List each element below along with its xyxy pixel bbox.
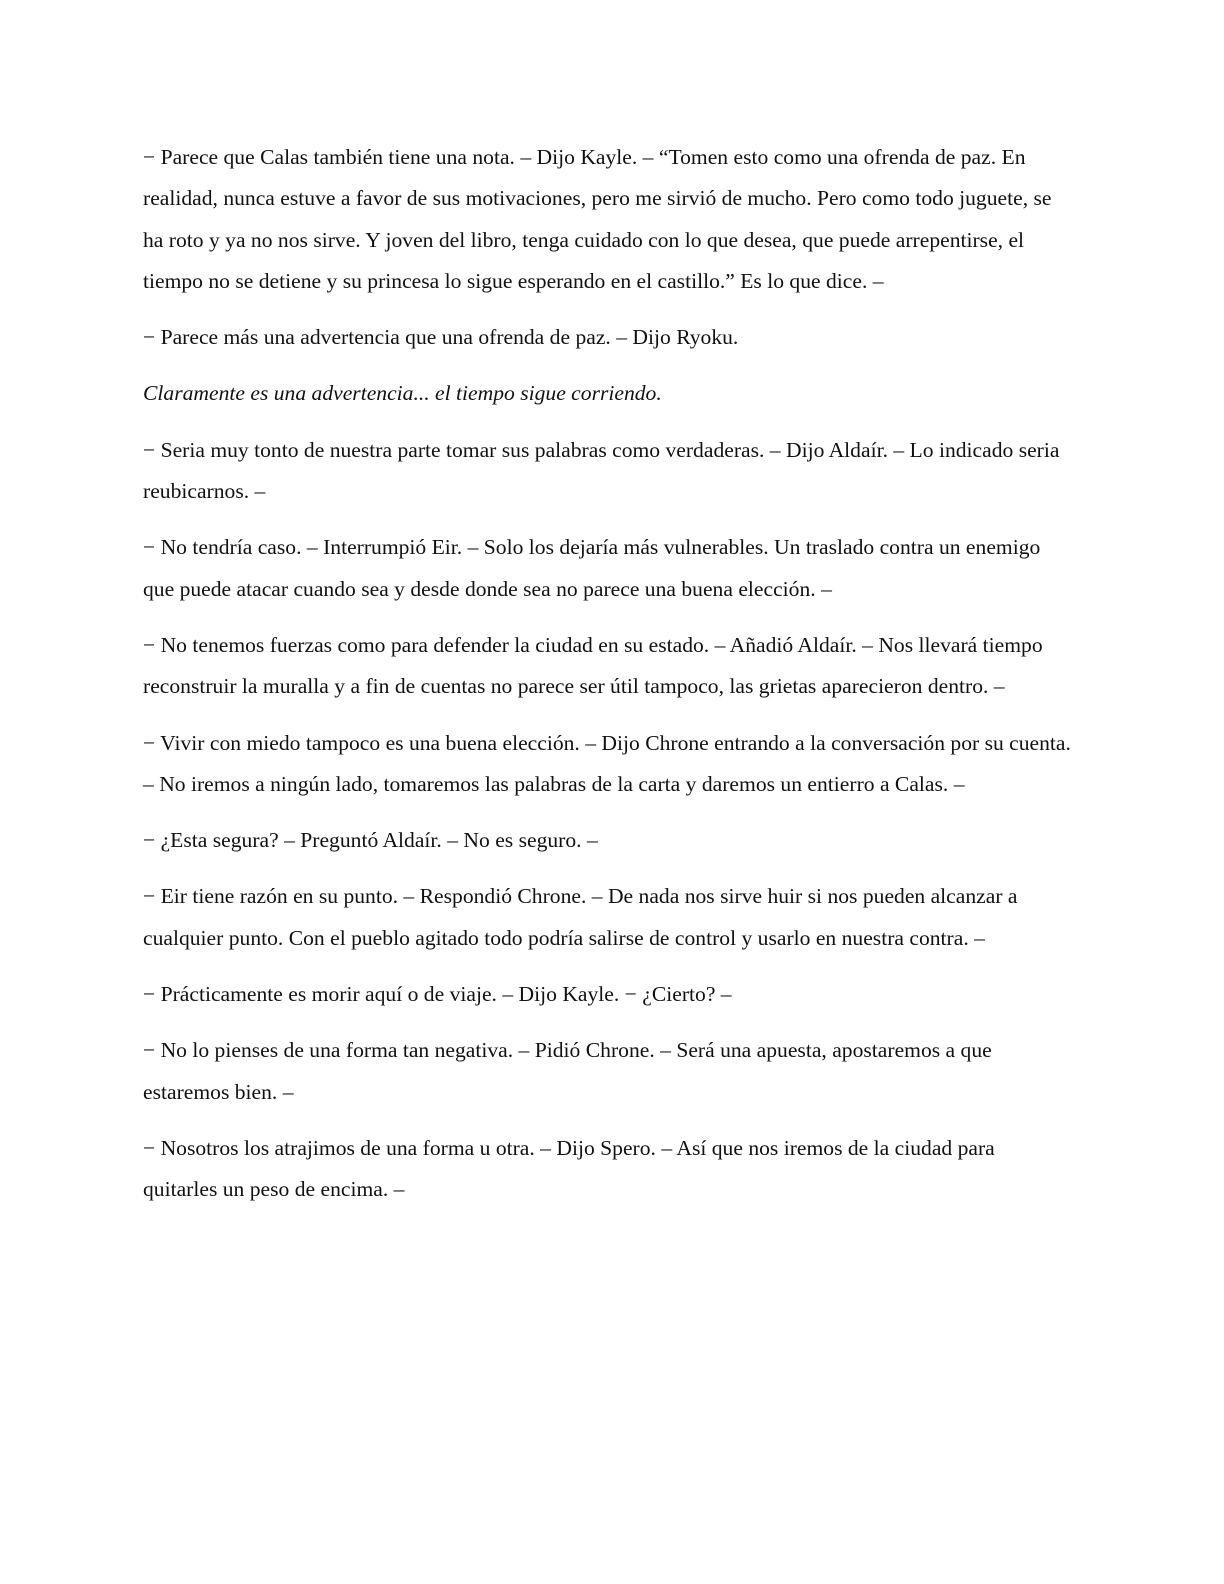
paragraph-spero: − Nosotros los atrajimos de una forma u otra. – Dijo Spero. – Así que nos iremos de la ciudad para quitarles un peso de encima. – — [143, 1135, 995, 1202]
paragraph-calas-note: − Parece que Calas también tiene una nota. – Dijo Kayle. – “Tomen esto como una ofrenda de paz. En realidad, nunca estuve a favor de sus motivaciones, pero me sirvió de mucho. Pero como todo juguete, se ha roto y ya no nos sirve. Y joven del libro, tenga cuidado con lo que desea, que puede arrepentirse, el tiempo no se detiene y su princesa lo sigue esperando en el castillo.” Es lo que dice. – — [143, 145, 1052, 293]
paragraph-chrone-apuesta: − No lo pienses de una forma tan negativa. – Pidió Chrone. – Será una apuesta, apostaremos a que estaremos bien. – — [143, 1038, 992, 1104]
paragraph-chrone-razon: − Eir tiene razón en su punto. – Respondió Chrone. – De nada nos sirve huir si nos pueden alcanzar a cualquier punto. Con el pueblo agitado todo podría salirse de control y usarlo en nuestra contra. – — [143, 884, 1018, 950]
paragraph-aldair-reubicar: − Seria muy tonto de nuestra parte tomar sus palabras como verdaderas. – Dijo Aldaír. – Lo indicado seria reubicarnos. – — [143, 437, 1060, 504]
document-body — [143, 137, 1073, 1226]
paragraph-aldair-fuerzas: − No tenemos fuerzas como para defender la ciudad en su estado. – Añadió Aldaír. – Nos llevará tiempo reconstruir la muralla y a fin de cuentas no parece ser útil tampoco, las grietas aparecieron dentro. – — [143, 632, 1043, 699]
paragraph-aldair-segura: − ¿Esta segura? – Preguntó Aldaír. – No es seguro. – — [143, 828, 598, 853]
paragraph-chrone-miedo: − Vivir con miedo tampoco es una buena elección. – Dijo Chrone entrando a la conversación por su cuenta. – No iremos a ningún lado, tomaremos las palabras de la carta y daremos un entierro a Calas. – — [143, 730, 1071, 796]
paragraph-eir: − No tendría caso. – Interrumpió Eir. – Solo los dejaría más vulnerables. Un traslado contra un enemigo que puede atacar cuando sea y desde donde sea no parece una buena elección. – — [143, 535, 1041, 601]
paragraph-kayle-morir: − Prácticamente es morir aquí o de viaje. – Dijo Kayle. − ¿Cierto? – — [143, 982, 732, 1007]
paragraph-ryoku: − Parece más una advertencia que una ofrenda de paz. – Dijo Ryoku. — [143, 325, 739, 350]
paragraph-italic-thought: Claramente es una advertencia... el tiempo sigue corriendo. — [143, 381, 662, 406]
